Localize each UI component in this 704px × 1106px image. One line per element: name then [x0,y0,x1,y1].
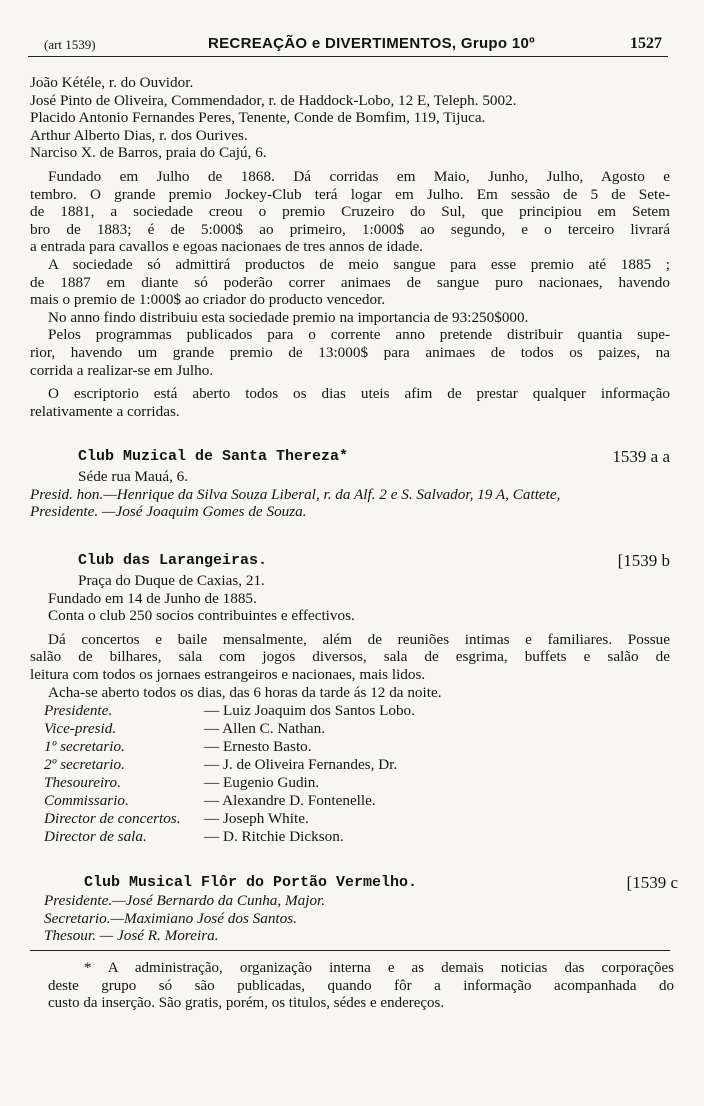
text-line: Conta o club 250 socios contribuintes e effectivos. [48,607,355,625]
officer-role: 1º secretario. [44,738,125,755]
text-line: salão de bilhares, sala com jogos diversos, sala de esgrima, buffets e salão de [30,648,670,666]
club-larangeiras-code: [1539 b [617,551,670,570]
officer-line: Presidente. —José Joaquim Gomes de Souza. [30,503,307,521]
officer-role: Vice-presid. [44,720,117,737]
member-line: José Pinto de Oliveira, Commendador, r. de Haddock-Lobo, 12 E, Teleph. 5002. [30,91,517,109]
officer-row [44,792,564,810]
member-line: Narciso X. de Barros, praia do Cajú, 6. [30,144,267,162]
member-line: Arthur Alberto Dias, r. dos Ourives. [30,126,248,144]
footnote-line: deste grupo só são publicadas, quando fôr a informação acompanhada do [48,977,674,994]
text-line: leitura com todos os jornaes estrangeiros e nacionaes, mais lidos. [30,665,426,683]
header-section-title: RECREAÇÃO e DIVERTIMENTOS, Grupo 10º [208,35,535,52]
club-portao-details [44,892,684,945]
text-line: Fundado em Julho de 1868. Dá corridas em Maio, Junho, Julho, Agosto e [48,168,670,185]
club-santa-thereza-code: 1539 a a [612,447,670,466]
officer-row [44,756,564,774]
text-line: Acha-se aberto todos os dias, das 6 horas da tarde ás 12 da noite. [48,683,442,701]
officer-role: Commissario. [44,792,129,809]
officer-row [44,720,564,738]
officer-name: — Joseph White. [204,810,309,827]
officer-role: Thesoureiro. [44,774,121,791]
text-line: Dá concertos e baile mensalmente, além de reuniões intimas e familiares. Possue [48,630,670,648]
officer-row [44,774,564,792]
officer-line: Presid. hon.—Henrique da Silva Souza Liberal, r. da Alf. 2 e S. Salvador, 19 A, Cattete, [30,485,561,503]
officer-line: Presidente.—José Bernardo da Cunha, Major. [44,892,326,909]
officer-row [44,810,564,828]
text-line: Fundado em 14 de Junho de 1885. [48,589,257,607]
officer-name: — Alexandre D. Fontenelle. [204,792,376,809]
jockey-description [30,168,670,420]
page-header [28,34,668,57]
text-line: relativamente a corridas. [30,402,180,420]
member-line: João Kétéle, r. do Ouvidor. [30,74,194,91]
club-santa-thereza-title: Club Muzical de Santa Thereza* [78,448,349,465]
officer-role: Presidente. [44,702,113,719]
footnote-line: custo da inserção. São gratis, porém, os titulos, sédes e endereços. [48,995,445,1012]
officer-role: Director de sala. [44,828,147,845]
text-line: a entrada para cavallos e egoas nacionaes de tres annos de idade. [30,238,423,256]
text-line: mais o premio de 1:000$ ao criador do producto vencedor. [30,291,386,309]
text-line: O escriptorio está aberto todos os dias uteis afim de prestar qualquer informação [48,385,670,403]
text-line: bro de 1883; é de 5:000$ ao primeiro, 1:000$ ao segundo, e o terceiro livrará [30,220,670,238]
text-line: No anno findo distribuiu esta sociedade premio na importancia de 93:250$000. [48,308,529,326]
address-line: Praça do Duque de Caxias, 21. [78,572,265,589]
text-line: corrida a realizar-se em Julho. [30,361,214,379]
officer-row [44,738,564,756]
officer-name: — D. Ritchie Dickson. [204,828,344,845]
officer-row [44,828,564,846]
officer-name: — J. de Oliveira Fernandes, Dr. [204,756,398,773]
footnote-divider [30,950,670,951]
text-line: de 1881, a sociedade creou o premio Cruzeiro do Sul, que principiou em Setem [30,203,670,221]
text-line: de 1887 em diante só poderão correr animaes de sangue puro nacionaes, havendo [30,273,670,291]
club-larangeiras-details [30,572,670,701]
address-line: Séde rua Mauá, 6. [78,468,189,485]
officer-name: — Ernesto Basto. [204,738,312,755]
club-portao-title: Club Musical Flôr do Portão Vermelho. [84,874,418,891]
officer-name: — Luiz Joaquim dos Santos Lobo. [204,702,415,719]
header-page-number: 1527 [630,35,662,52]
member-line: Placido Antonio Fernandes Peres, Tenente, Conde de Bomfim, 119, Tijuca. [30,109,486,127]
jockey-member-list [30,74,670,162]
officer-line: Thesour. — José R. Moreira. [44,927,219,945]
text-line: rior, havendo um grande premio de 13:000$ para animaes de todos os paizes, na [30,343,670,361]
officer-role: 2º secretario. [44,756,125,773]
club-larangeiras-title: Club das Larangeiras. [78,552,268,569]
footnote [48,960,674,1013]
club-portao-code: [1539 c [626,873,678,892]
officer-row [44,702,564,720]
text-line: tembro. O grande premio Jockey-Club terá logar em Julho. Em sessão de 5 de Sete- [30,185,670,203]
officer-line: Secretario.—Maximiano José dos Santos. [44,909,297,927]
header-article-ref: (art 1539) [44,37,96,52]
text-line: Pelos programmas publicados para o corrente anno pretende distribuir quantia supe- [48,326,670,344]
footnote-line: * A administração, organização interna e as demais noticias das corporações [84,960,674,976]
officer-name: — Eugenio Gudin. [204,774,320,791]
text-line: A sociedade só admittirá productos de meio sangue para esse premio até 1885 ; [48,255,670,273]
officer-name: — Allen C. Nathan. [204,720,326,737]
club-santa-thereza-details [30,468,670,521]
officer-role: Director de concertos. [44,810,181,827]
